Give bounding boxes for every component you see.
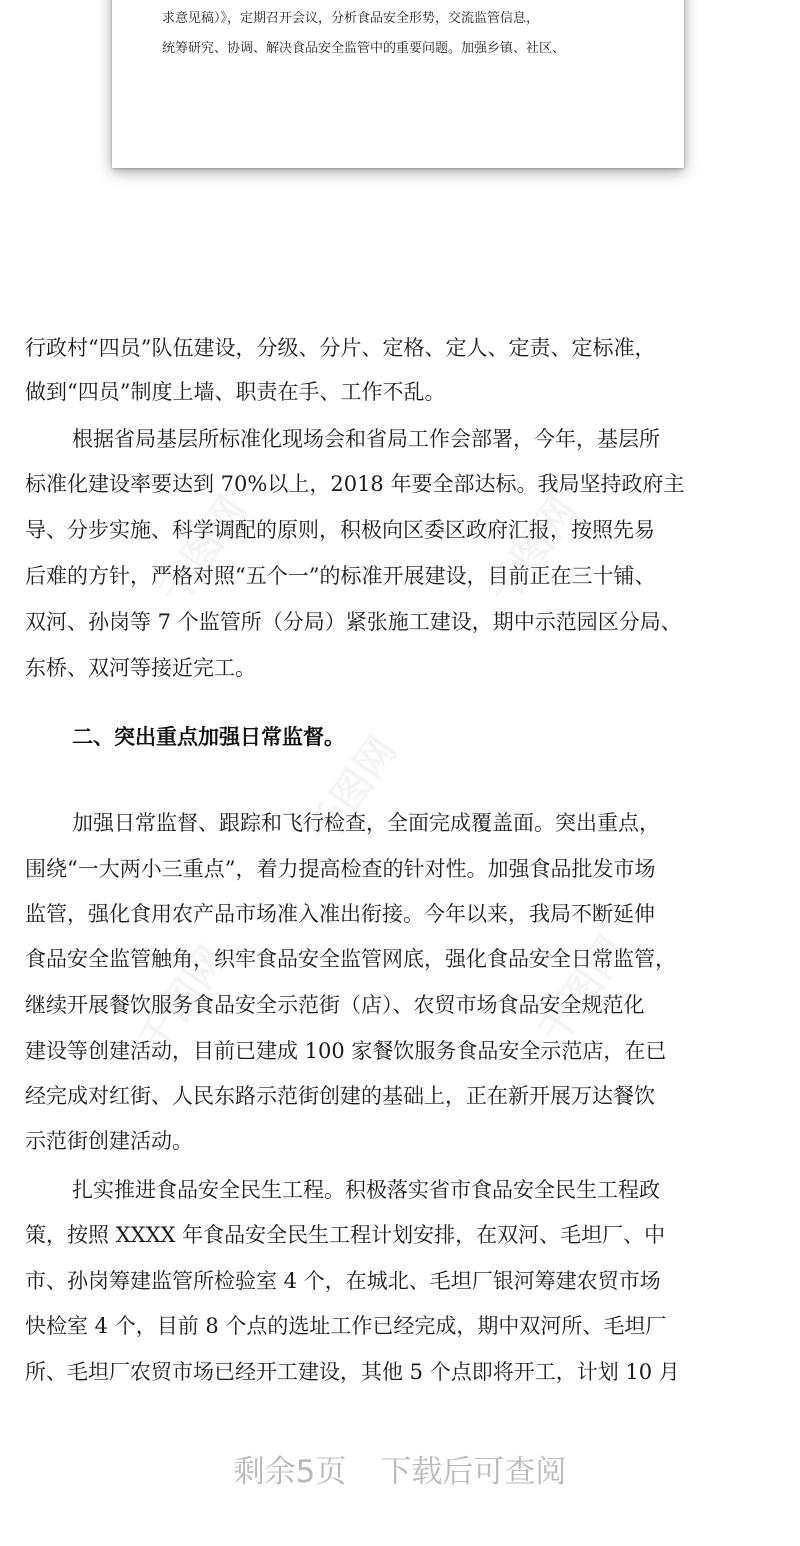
body-line: 标准化建设率要达到 70%以上，2018 年要全部达标。我局坚持政府主 bbox=[25, 472, 685, 496]
body-line: 围绕“一大两小三重点”，着力提高检查的针对性。加强食品批发市场 bbox=[25, 857, 656, 881]
remaining-pages-notice[interactable] bbox=[0, 1446, 800, 1491]
body-line: 食品安全监管触角，织牢食品安全监管网底，强化食品安全日常监管， bbox=[25, 947, 676, 971]
body-line: 经完成对红街、人民东路示范街创建的基础上，正在新开展万达餐饮 bbox=[25, 1084, 655, 1108]
section-heading: 二、突出重点加强日常监督。 bbox=[72, 725, 345, 749]
watermark bbox=[472, 483, 588, 614]
preview-line: 统筹研究、协调、解决食品安全监管中的重要问题。加强乡镇、社区、 bbox=[162, 41, 566, 56]
download-hint-label: 下载后可查阅 bbox=[380, 1454, 567, 1490]
body-line: 快检室 4 个，目前 8 个点的选址工作已经完成，期中双河所、毛坦厂 bbox=[25, 1314, 667, 1338]
watermark bbox=[142, 483, 258, 614]
body-line: 所、毛坦厂农贸市场已经开工建设，其他 5 个点即将开工，计划 10 月 bbox=[25, 1360, 680, 1384]
preview-text bbox=[162, 4, 662, 64]
body-line: 加强日常监督、跟踪和飞行检查，全面完成覆盖面。突出重点， bbox=[72, 811, 660, 835]
preview-line: 求意见稿）》，定期召开会议，分析食品安全形势，交流监管信息， bbox=[162, 11, 540, 26]
body-line: 示范街创建活动。 bbox=[25, 1129, 193, 1153]
body-line: 市、孙岗筹建监管所检验室 4 个，在城北、毛坦厂银河筹建农贸市场 bbox=[25, 1269, 661, 1293]
previous-page-preview bbox=[112, 0, 684, 168]
body-line: 策，按照 XXXX 年食品安全民生工程计划安排，在双河、毛坦厂、中 bbox=[25, 1223, 666, 1247]
watermark bbox=[522, 923, 638, 1054]
body-line: 建设等创建活动，目前已建成 100 家餐饮服务食品安全示范店，在已 bbox=[25, 1039, 667, 1063]
body-line: 监管，强化食用农产品市场准入准出衔接。今年以来，我局不断延伸 bbox=[25, 902, 655, 926]
body-line: 双河、孙岗等 7 个监管所（分局）紧张施工建设，期中示范园区分局、 bbox=[25, 610, 682, 634]
body-line: 行政村“四员”队伍建设，分级、分片、定格、定人、定责、定标准， bbox=[25, 336, 656, 360]
body-line: 做到“四员”制度上墙、职责在手、工作不乱。 bbox=[25, 380, 446, 404]
body-line: 东桥、双河等接近完工。 bbox=[25, 656, 256, 680]
remaining-pages-label: 剩余5页 bbox=[233, 1454, 347, 1490]
body-line: 根据省局基层所标准化现场会和省局工作会部署，今年，基层所 bbox=[72, 427, 660, 451]
body-line: 后难的方针，严格对照“五个一”的标准开展建设，目前正在三十铺、 bbox=[25, 564, 656, 588]
body-line: 扎实推进食品安全民生工程。积极落实省市食品安全民生工程政 bbox=[72, 1178, 660, 1202]
body-line: 导、分步实施、科学调配的原则，积极向区委区政府汇报，按照先易 bbox=[25, 518, 655, 542]
body-line: 继续开展餐饮服务食品安全示范街（店）、农贸市场食品安全规范化 bbox=[25, 993, 645, 1017]
